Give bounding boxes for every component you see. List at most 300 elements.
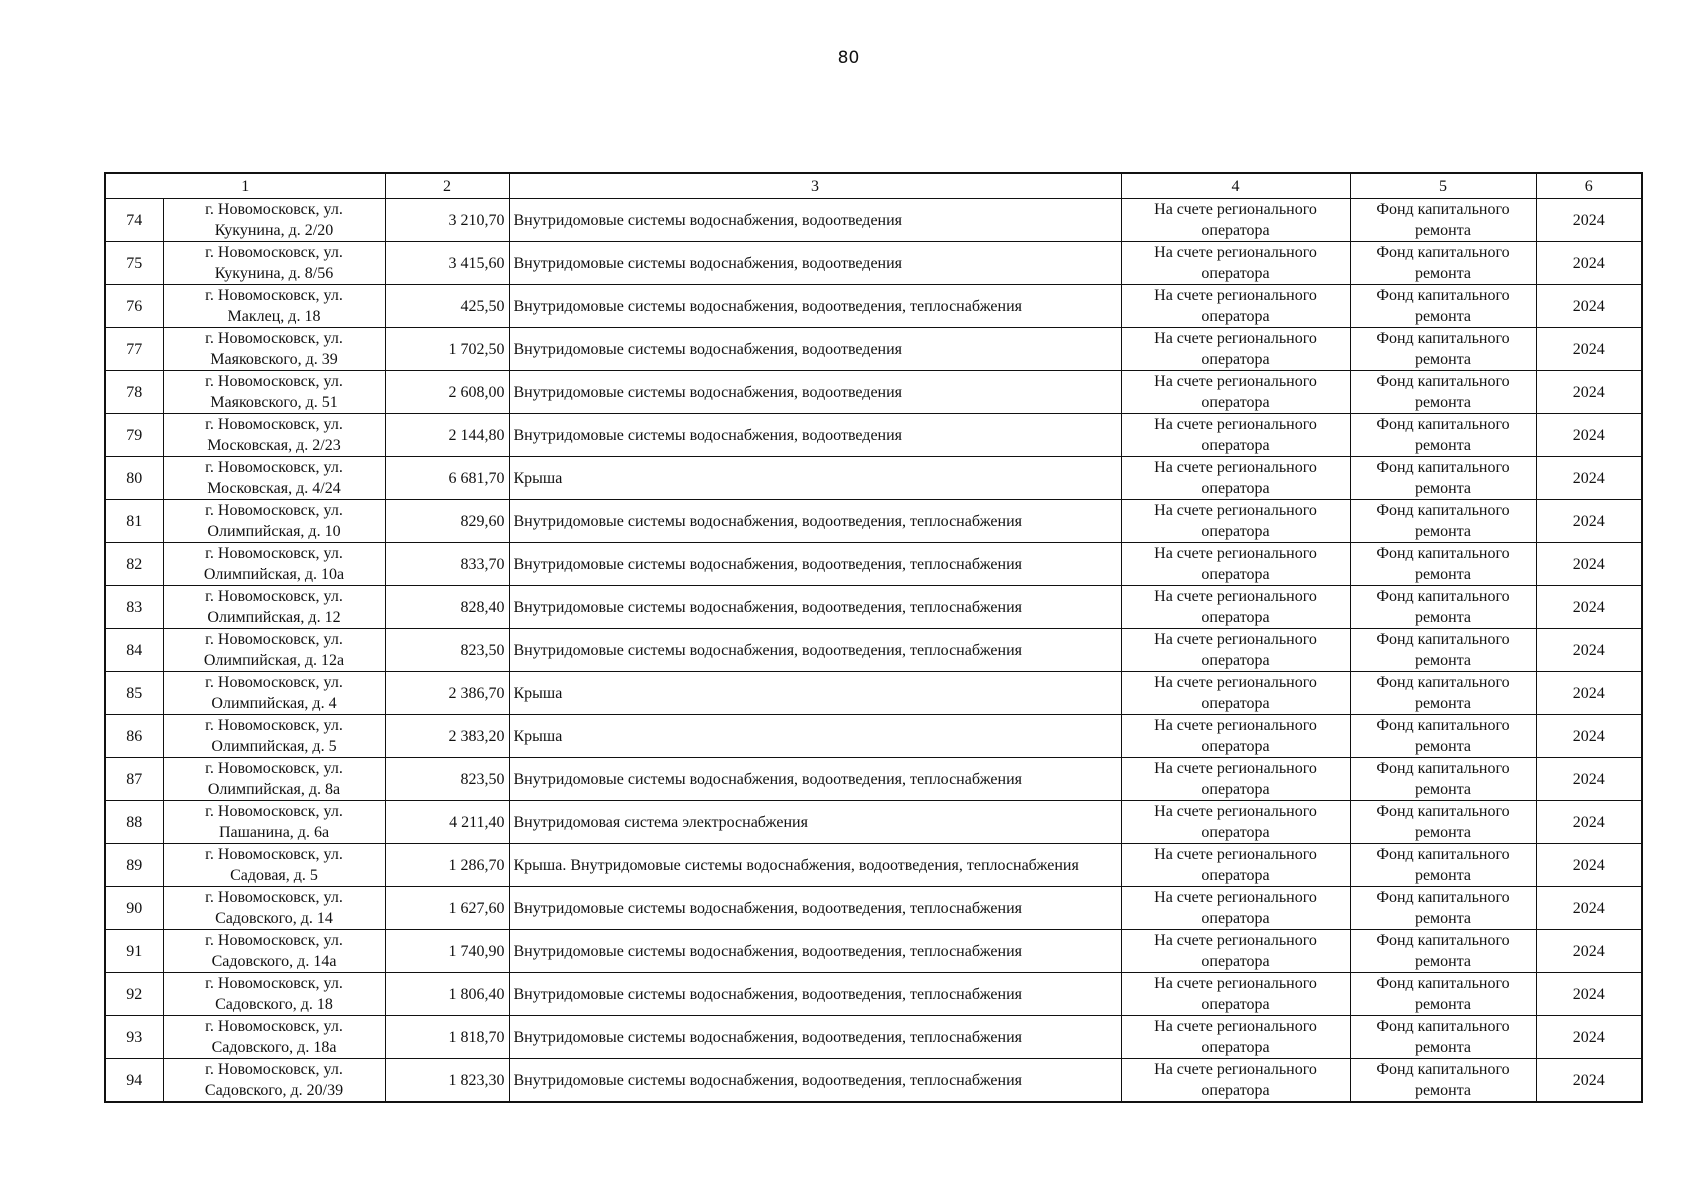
fund-account-line-2: оператора [1201,566,1270,583]
area-cell: 1 627,60 [385,887,509,930]
year-cell: 2024 [1536,500,1642,543]
year-cell: 2024 [1536,672,1642,715]
fund-account-cell [1121,500,1350,543]
fund-account-line-1: На счете регионального [1154,287,1317,304]
address-cell [163,1016,385,1059]
funding-source-line-1: Фонд капитального [1376,545,1510,562]
table-row [105,285,1642,328]
funding-source-line-2: ремонта [1414,738,1472,755]
funding-source-cell [1350,758,1536,801]
table-row [105,973,1642,1016]
funding-source-cell [1350,371,1536,414]
year-cell: 2024 [1536,328,1642,371]
funding-source-line-2: ремонта [1414,523,1472,540]
column-number-row [105,173,1642,199]
address-line-1: г. Новомосковск, ул. [205,846,343,863]
table-row [105,500,1642,543]
address-line-2: Садовского, д. 18а [211,1039,337,1056]
address-line-1: г. Новомосковск, ул. [205,803,343,820]
column-number-header: 2 [385,173,509,199]
address-cell [163,973,385,1016]
fund-account-line-1: На счете регионального [1154,416,1317,433]
address-line-2: Пашанина, д. 6а [218,824,330,841]
address-line-1: г. Новомосковск, ул. [205,588,343,605]
year-cell: 2024 [1536,543,1642,586]
address-line-1: г. Новомосковск, ул. [205,330,343,347]
funding-source-line-2: ремонта [1414,781,1472,798]
funding-source-line-2: ремонта [1414,824,1472,841]
row-number: 92 [105,973,163,1016]
table-row [105,887,1642,930]
table-row [105,457,1642,500]
funding-source-line-2: ремонта [1414,566,1472,583]
area-cell: 3 210,70 [385,199,509,242]
table-row [105,414,1642,457]
year-cell: 2024 [1536,758,1642,801]
funding-source-line-2: ремонта [1414,222,1472,239]
funding-source-cell [1350,629,1536,672]
fund-account-cell [1121,887,1350,930]
year-cell: 2024 [1536,199,1642,242]
funding-source-line-1: Фонд капитального [1376,459,1510,476]
funding-source-cell [1350,199,1536,242]
funding-source-cell [1350,801,1536,844]
funding-source-line-1: Фонд капитального [1376,631,1510,648]
row-number: 88 [105,801,163,844]
work-type-cell: Внутридомовые системы водоснабжения, водоотведения, теплоснабжения [509,285,1121,328]
funding-source-line-2: ремонта [1414,308,1472,325]
fund-account-line-1: На счете регионального [1154,674,1317,691]
address-line-1: г. Новомосковск, ул. [205,1018,343,1035]
page-number: 80 [837,48,860,68]
row-number: 89 [105,844,163,887]
year-cell: 2024 [1536,1059,1642,1103]
work-type-cell: Внутридомовые системы водоснабжения, водоотведения, теплоснабжения [509,1016,1121,1059]
funding-source-line-1: Фонд капитального [1376,760,1510,777]
funding-source-line-1: Фонд капитального [1376,803,1510,820]
address-line-1: г. Новомосковск, ул. [205,201,343,218]
work-type-cell: Внутридомовые системы водоснабжения, водоотведения, теплоснабжения [509,543,1121,586]
address-line-2: Олимпийская, д. 12 [207,609,341,626]
address-cell [163,930,385,973]
year-cell: 2024 [1536,242,1642,285]
work-type-cell: Внутридомовые системы водоснабжения, водоотведения, теплоснабжения [509,973,1121,1016]
work-type-cell: Крыша [509,457,1121,500]
table-row [105,629,1642,672]
repair-plan-table [104,172,1643,1103]
funding-source-line-2: ремонта [1414,996,1472,1013]
work-type-cell: Внутридомовые системы водоснабжения, водоотведения [509,371,1121,414]
address-line-1: г. Новомосковск, ул. [205,1061,343,1078]
table-body [105,173,1642,1102]
funding-source-cell [1350,457,1536,500]
fund-account-line-2: оператора [1201,781,1270,798]
fund-account-line-2: оператора [1201,738,1270,755]
area-cell: 4 211,40 [385,801,509,844]
address-cell [163,543,385,586]
address-line-1: г. Новомосковск, ул. [205,244,343,261]
address-cell [163,285,385,328]
address-cell [163,414,385,457]
funding-source-line-2: ремонта [1414,867,1472,884]
row-number: 79 [105,414,163,457]
address-line-2: Московская, д. 4/24 [207,480,341,497]
year-cell: 2024 [1536,371,1642,414]
work-type-cell: Внутридомовые системы водоснабжения, водоотведения, теплоснабжения [509,887,1121,930]
funding-source-line-2: ремонта [1414,394,1472,411]
funding-source-line-2: ремонта [1414,1082,1472,1099]
fund-account-cell [1121,586,1350,629]
fund-account-line-1: На счете регионального [1154,803,1317,820]
row-number: 80 [105,457,163,500]
fund-account-line-2: оператора [1201,1082,1270,1099]
funding-source-line-2: ремонта [1414,652,1472,669]
funding-source-line-2: ремонта [1414,437,1472,454]
fund-account-line-1: На счете регионального [1154,717,1317,734]
area-cell: 1 740,90 [385,930,509,973]
fund-account-line-1: На счете регионального [1154,545,1317,562]
funding-source-line-2: ремонта [1414,695,1472,712]
funding-source-cell [1350,328,1536,371]
address-line-2: Маяковского, д. 51 [210,394,338,411]
funding-source-cell [1350,500,1536,543]
area-cell: 6 681,70 [385,457,509,500]
area-cell: 829,60 [385,500,509,543]
work-type-cell: Внутридомовые системы водоснабжения, водоотведения, теплоснабжения [509,930,1121,973]
address-line-1: г. Новомосковск, ул. [205,545,343,562]
funding-source-line-2: ремонта [1414,1039,1472,1056]
table-row [105,199,1642,242]
address-line-2: Олимпийская, д. 10 [207,523,341,540]
funding-source-line-1: Фонд капитального [1376,674,1510,691]
row-number: 85 [105,672,163,715]
address-line-2: Маклец, д. 18 [227,308,321,325]
row-number: 86 [105,715,163,758]
address-line-2: Олимпийская, д. 4 [211,695,337,712]
fund-account-cell [1121,801,1350,844]
address-cell [163,887,385,930]
fund-account-cell [1121,672,1350,715]
fund-account-cell [1121,543,1350,586]
area-cell: 3 415,60 [385,242,509,285]
fund-account-cell [1121,1016,1350,1059]
row-number: 76 [105,285,163,328]
address-cell [163,242,385,285]
funding-source-cell [1350,1059,1536,1103]
year-cell: 2024 [1536,414,1642,457]
address-line-2: Садовского, д. 20/39 [204,1082,344,1099]
address-line-2: Садовая, д. 5 [230,867,318,884]
year-cell: 2024 [1536,629,1642,672]
funding-source-line-2: ремонта [1414,910,1472,927]
year-cell: 2024 [1536,930,1642,973]
fund-account-line-2: оператора [1201,652,1270,669]
fund-account-cell [1121,758,1350,801]
table-row [105,371,1642,414]
funding-source-line-1: Фонд капитального [1376,416,1510,433]
funding-source-cell [1350,930,1536,973]
area-cell: 823,50 [385,629,509,672]
fund-account-line-1: На счете регионального [1154,330,1317,347]
address-line-2: Московская, д. 2/23 [207,437,341,454]
work-type-cell: Внутридомовые системы водоснабжения, водоотведения, теплоснабжения [509,500,1121,543]
fund-account-line-2: оператора [1201,480,1270,497]
work-type-cell: Внутридомовая система электроснабжения [509,801,1121,844]
table-row [105,715,1642,758]
funding-source-line-1: Фонд капитального [1376,244,1510,261]
fund-account-line-1: На счете регионального [1154,1061,1317,1078]
fund-account-line-2: оператора [1201,609,1270,626]
funding-source-line-1: Фонд капитального [1376,588,1510,605]
fund-account-line-1: На счете регионального [1154,201,1317,218]
work-type-cell: Крыша [509,672,1121,715]
row-number: 91 [105,930,163,973]
fund-account-line-2: оператора [1201,996,1270,1013]
row-number: 93 [105,1016,163,1059]
address-line-1: г. Новомосковск, ул. [205,932,343,949]
funding-source-line-1: Фонд капитального [1376,502,1510,519]
fund-account-cell [1121,414,1350,457]
address-line-1: г. Новомосковск, ул. [205,631,343,648]
table-row [105,543,1642,586]
area-cell: 1 806,40 [385,973,509,1016]
fund-account-line-2: оператора [1201,308,1270,325]
funding-source-cell [1350,285,1536,328]
fund-account-cell [1121,199,1350,242]
funding-source-cell [1350,715,1536,758]
fund-account-line-2: оператора [1201,265,1270,282]
funding-source-line-1: Фонд капитального [1376,932,1510,949]
row-number: 81 [105,500,163,543]
funding-source-cell [1350,887,1536,930]
fund-account-cell [1121,457,1350,500]
address-line-2: Кукунина, д. 8/56 [214,265,334,282]
fund-account-cell [1121,973,1350,1016]
work-type-cell: Внутридомовые системы водоснабжения, водоотведения, теплоснабжения [509,758,1121,801]
funding-source-line-1: Фонд капитального [1376,373,1510,390]
address-cell [163,672,385,715]
work-type-cell: Внутридомовые системы водоснабжения, водоотведения [509,328,1121,371]
year-cell: 2024 [1536,844,1642,887]
address-line-1: г. Новомосковск, ул. [205,760,343,777]
table-row [105,930,1642,973]
funding-source-line-1: Фонд капитального [1376,201,1510,218]
row-number: 82 [105,543,163,586]
row-number: 84 [105,629,163,672]
address-line-1: г. Новомосковск, ул. [205,373,343,390]
funding-source-cell [1350,586,1536,629]
funding-source-line-1: Фонд капитального [1376,846,1510,863]
row-number: 94 [105,1059,163,1103]
table-row [105,242,1642,285]
fund-account-line-1: На счете регионального [1154,932,1317,949]
address-cell [163,500,385,543]
fund-account-line-1: На счете регионального [1154,502,1317,519]
address-line-2: Маяковского, д. 39 [210,351,338,368]
funding-source-line-2: ремонта [1414,265,1472,282]
fund-account-line-2: оператора [1201,523,1270,540]
year-cell: 2024 [1536,586,1642,629]
fund-account-line-1: На счете регионального [1154,1018,1317,1035]
address-cell [163,457,385,500]
address-line-1: г. Новомосковск, ул. [205,674,343,691]
work-type-cell: Внутридомовые системы водоснабжения, водоотведения [509,199,1121,242]
area-cell: 1 702,50 [385,328,509,371]
row-number: 74 [105,199,163,242]
fund-account-line-2: оператора [1201,351,1270,368]
area-cell: 2 144,80 [385,414,509,457]
address-line-1: г. Новомосковск, ул. [205,975,343,992]
fund-account-cell [1121,242,1350,285]
address-line-1: г. Новомосковск, ул. [205,416,343,433]
funding-source-line-2: ремонта [1414,480,1472,497]
address-line-2: Садовского, д. 18 [215,996,333,1013]
column-number-header: 3 [509,173,1121,199]
column-number-header: 6 [1536,173,1642,199]
funding-source-line-2: ремонта [1414,609,1472,626]
fund-account-line-2: оператора [1201,394,1270,411]
year-cell: 2024 [1536,973,1642,1016]
work-type-cell: Внутридомовые системы водоснабжения, водоотведения, теплоснабжения [509,1059,1121,1103]
row-number: 87 [105,758,163,801]
address-line-1: г. Новомосковск, ул. [205,502,343,519]
funding-source-cell [1350,1016,1536,1059]
work-type-cell: Крыша. Внутридомовые системы водоснабжения, водоотведения, теплоснабжения [509,844,1121,887]
year-cell: 2024 [1536,801,1642,844]
table-row [105,1059,1642,1103]
fund-account-cell [1121,1059,1350,1103]
address-line-1: г. Новомосковск, ул. [205,889,343,906]
address-line-2: Олимпийская, д. 8а [207,781,341,798]
funding-source-cell [1350,414,1536,457]
fund-account-line-1: На счете регионального [1154,459,1317,476]
address-cell [163,801,385,844]
address-cell [163,199,385,242]
address-cell [163,758,385,801]
table-row [105,586,1642,629]
table-row [105,844,1642,887]
funding-source-line-1: Фонд капитального [1376,1061,1510,1078]
funding-source-line-1: Фонд капитального [1376,287,1510,304]
area-cell: 425,50 [385,285,509,328]
column-number-header: 5 [1350,173,1536,199]
area-cell: 2 608,00 [385,371,509,414]
year-cell: 2024 [1536,887,1642,930]
fund-account-line-2: оператора [1201,1039,1270,1056]
table-row [105,1016,1642,1059]
year-cell: 2024 [1536,715,1642,758]
address-line-1: г. Новомосковск, ул. [205,717,343,734]
area-cell: 2 383,20 [385,715,509,758]
fund-account-cell [1121,930,1350,973]
fund-account-line-1: На счете регионального [1154,373,1317,390]
address-line-2: Садовского, д. 14 [215,910,333,927]
address-line-1: г. Новомосковск, ул. [205,459,343,476]
funding-source-cell [1350,844,1536,887]
fund-account-line-1: На счете регионального [1154,631,1317,648]
fund-account-line-2: оператора [1201,222,1270,239]
table-row [105,758,1642,801]
area-cell: 823,50 [385,758,509,801]
fund-account-line-1: На счете регионального [1154,588,1317,605]
address-line-1: г. Новомосковск, ул. [205,287,343,304]
funding-source-line-2: ремонта [1414,351,1472,368]
fund-account-cell [1121,285,1350,328]
fund-account-line-1: На счете регионального [1154,760,1317,777]
address-line-2: Олимпийская, д. 12а [203,652,345,669]
fund-account-line-2: оператора [1201,437,1270,454]
year-cell: 2024 [1536,285,1642,328]
address-cell [163,629,385,672]
address-line-2: Кукунина, д. 2/20 [214,222,334,239]
area-cell: 2 386,70 [385,672,509,715]
work-type-cell: Крыша [509,715,1121,758]
funding-source-cell [1350,543,1536,586]
fund-account-line-1: На счете регионального [1154,889,1317,906]
funding-source-cell [1350,242,1536,285]
fund-account-cell [1121,371,1350,414]
table-row [105,328,1642,371]
address-cell [163,586,385,629]
fund-account-line-2: оператора [1201,824,1270,841]
row-number: 77 [105,328,163,371]
address-cell [163,715,385,758]
fund-account-line-2: оператора [1201,910,1270,927]
funding-source-cell [1350,672,1536,715]
column-number-header: 1 [105,173,385,199]
address-line-2: Олимпийская, д. 10а [203,566,345,583]
funding-source-line-1: Фонд капитального [1376,975,1510,992]
address-cell [163,844,385,887]
fund-account-line-1: На счете регионального [1154,846,1317,863]
row-number: 75 [105,242,163,285]
area-cell: 1 286,70 [385,844,509,887]
fund-account-cell [1121,629,1350,672]
funding-source-cell [1350,973,1536,1016]
fund-account-cell [1121,844,1350,887]
row-number: 78 [105,371,163,414]
funding-source-line-1: Фонд капитального [1376,1018,1510,1035]
work-type-cell: Внутридомовые системы водоснабжения, водоотведения [509,414,1121,457]
column-number-header: 4 [1121,173,1350,199]
fund-account-line-2: оператора [1201,695,1270,712]
work-type-cell: Внутридомовые системы водоснабжения, водоотведения, теплоснабжения [509,586,1121,629]
funding-source-line-1: Фонд капитального [1376,717,1510,734]
work-type-cell: Внутридомовые системы водоснабжения, водоотведения [509,242,1121,285]
funding-source-line-2: ремонта [1414,953,1472,970]
fund-account-cell [1121,715,1350,758]
address-line-2: Олимпийская, д. 5 [211,738,337,755]
table-row [105,672,1642,715]
table-row [105,801,1642,844]
address-cell [163,371,385,414]
work-type-cell: Внутридомовые системы водоснабжения, водоотведения, теплоснабжения [509,629,1121,672]
row-number: 90 [105,887,163,930]
area-cell: 828,40 [385,586,509,629]
fund-account-line-2: оператора [1201,867,1270,884]
address-line-2: Садовского, д. 14а [211,953,337,970]
funding-source-line-1: Фонд капитального [1376,889,1510,906]
address-cell [163,1059,385,1103]
fund-account-line-2: оператора [1201,953,1270,970]
area-cell: 833,70 [385,543,509,586]
year-cell: 2024 [1536,457,1642,500]
address-cell [163,328,385,371]
fund-account-line-1: На счете регионального [1154,244,1317,261]
area-cell: 1 818,70 [385,1016,509,1059]
fund-account-cell [1121,328,1350,371]
fund-account-line-1: На счете регионального [1154,975,1317,992]
